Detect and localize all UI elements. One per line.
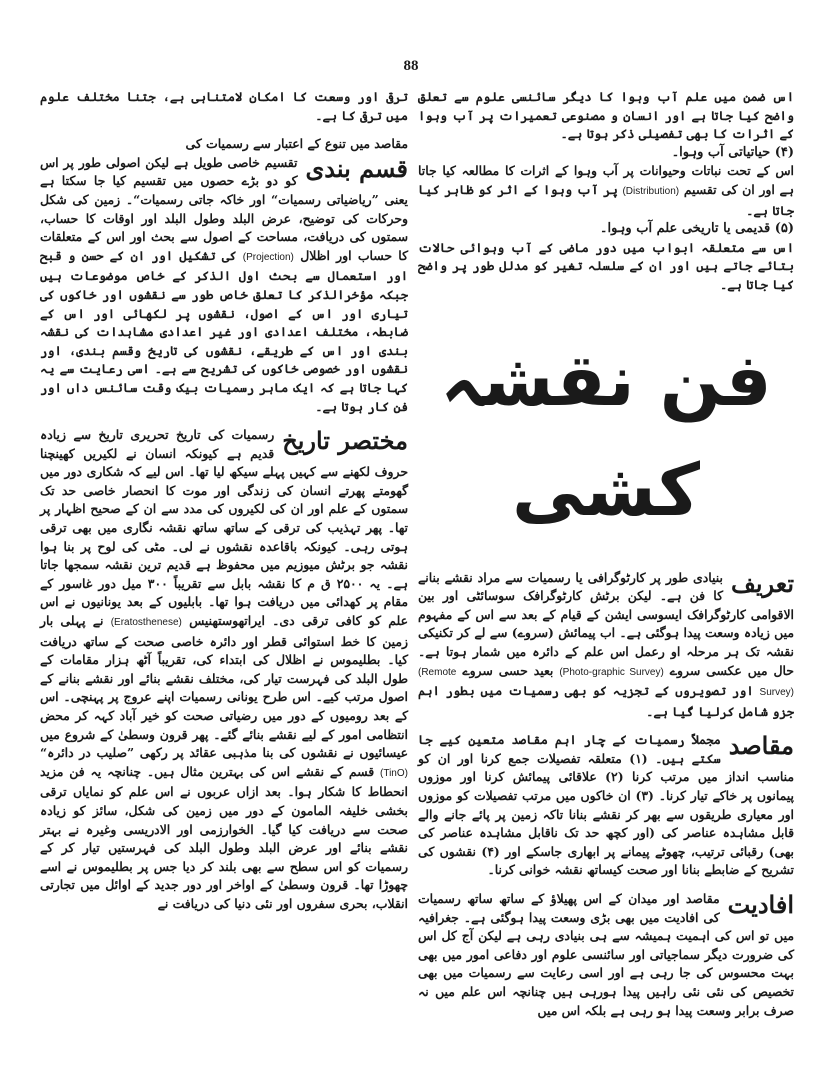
history-text-b: نے پہلی بار زمین کا خط استوائی قطر اور دائرہ خاصی صحت کے ساتھ دریافت کیا۔ بطلیموس نے اظلال کی ابتداء کی، تقریباً آٹھ ہزار مقامات کے طول البلد کی فہرست تیار کی، مختلف نقشے بنائے اور نقشے بنانے کے اصول مرتب کیے۔ اس طرح یونانی رسمیات اپنے عروج پر پہنچی۔ اس کے بعد رومیوں کے دور میں رضیاتی صحت کو خیر آباد کہہ کر محض انتظامی امور کے لیے نقشے بنائے گئے۔ پھر قرون وسطیٰ کے شروع میں عیسائیوں نے نقشوں کی بنا مذہبی عقائد پر رکھی ”صلیب در دائرہ“ [40,613,408,761]
history-latin-eratosthenes: (Eratosthenese) [110,617,182,629]
item4-title: (۴) حیاتیاتی آب وہوا۔ [671,144,794,160]
item4-latin-term: (Distribution) [622,185,680,197]
left-intro: ترقی اور وسعت کا امکان لامتناہی ہے، جتنا مختلف علوم میں ترقی کا ہے۔ [40,89,408,123]
left-column [40,88,408,914]
right-column [418,88,794,1020]
item4-text-a: اس کے تحت نباتات وحیوانات پر آب وہوا کے اثرات کا مطالعہ کیا جاتا ہے اور ان کی تقسیم [418,163,794,197]
definition-text-a: بنیادی طور پر کارٹوگرافی یا رسمیات سے مراد نقشے بنانے کا فن ہے۔ لیکن برٹش کارٹوگرافک سوسائٹی اور بین الاقوامی کارٹوگرافک ایسوسی ایشن کے قیام کے بعد سے اس کے مفہوم میں زیادہ وسعت پیدا ہوگئی ہے۔ اب پیمائش (سروے) سے لے کر تکنیکی نقشہ تک ہر مرحلہ او رعمل اس علم کے دائرہ میں شمار ہوتا ہے۔ حال میں عکسی سروے [418,569,794,678]
definition-section [418,569,794,722]
classification-lead: مقاصد میں تنوع کے اعتبار سے رسمیات کی [185,136,408,152]
item4-text [418,162,794,220]
definition-heading: تعریف [730,568,794,598]
history-text-c: قسم کے نقشے اس کی بہترین مثال ہیں۔ چنانچہ یہ فن مزید انحطاط کا شکار ہوا۔ بعد ازاں عربوں نے اس علم کو نمایاں ترقی بخشی خلیفہ المامون کے دور میں زمین کی شکل، سائز کو زیادہ صحت سے دریافت کیا گیا۔ الخوارزمی اور الادریسی وغیرہ نے بہتر نقشے بنائے اور عرض البلد وطول البلد کی فہرستیں تیار کر کے رسمیات کو اس سطح سے بھی بلند کر دیا جس پر بطلیموس نے اسے چھوڑا تھا۔ قرون وسطیٰ کے اواخر اور دور جدید کے اوائل میں تجارتی انقلاب، بحری سفروں اور نئی دنیا کی دریافت نے [40,763,408,911]
utility-text: مقاصد اور میدان کے اس پھیلاؤ کے ساتھ ساتھ رسمیات کی افادیت میں بھی بڑی وسعت پیدا ہوگئی ہے۔ جغرافیہ میں تو اس کی اہمیت ہمیشہ سے ہی بنیادی رہی ہے لیکن آج کل اس کی ضرورت دیگر سماجیاتی اور سائنسی علوم اور دفاعی امور میں بھی بہت محسوس کی جا رہی ہے اور اسی رعایت سے رسمیات میں بھی تخصیص کی نئی نئی راہیں پیدا ہورہی ہیں چنانچہ اس علم میں نہ صرف برابر وسعت پیدا ہو رہی ہے بلکہ اس میں [418,891,794,1018]
definition-text-b: بعید حسی سروے [462,662,554,678]
definition-latin-remote: (Remote Survey) [418,666,794,699]
classification-text-a: تقسیم خاصی طویل ہے لیکن اصولی طور پر اس کو دو بڑے حصوں میں تقسیم کیا جا سکتا ہے یعنی ”ریاضیاتی رسمیات“ اور خاکہ جاتی رسمیات“۔ زمین کی شکل وحرکات کی توضیح، عرض البلد وطول البلد اور اوقات کا حساب، سمتوں کی دریافت، مساحت کے اصول سے بحث اور اس کے متعلقات کا حساب اور اظلال [40,154,408,263]
objectives-text: مجملاً رسمیات کے چار اہم مقاصد متعین کیے جا سکتے ہیں۔ (۱) متعلقہ تفصیلات جمع کرنا اور ان کو مناسب انداز میں مرتب کرنا (۲) علاقائی پیمائش کرنا اور موزوں پیمانوں پر خاکے تیار کرنا۔ (۳) ان خاکوں میں مرتب تفصیلات کو موزوں اور معیاری طریقوں سے بھر کر نقشے بنانا تاکہ زمین پر پائے جانے والے قابل مشاہدہ عناصر کی (اور کچھ حد تک ناقابل مشاہدہ عناصر کی بھی) رقبائی ترتیب، چھوٹے پیمانے پر ابھاری جاسکے اور (۴) نقشوں کی تشریح کے ضابطے بنانا اور صحت کیساتھ نقشہ خوانی کرنا۔ [418,732,794,878]
history-section [40,426,408,913]
utility-section [418,890,794,1020]
history-text [40,426,408,913]
classification-heading: قسم بندی [305,153,408,183]
objectives-heading: مقاصد [728,731,794,761]
history-latin-tino: (TinO) [380,767,408,779]
objectives-section [418,731,794,880]
item4-text-b: پر آب وہوا کے اثر کو ظاہر کیا جاتا ہے۔ [418,181,794,218]
classification-text [40,154,408,416]
classification-text-b: کی تشکیل اور ان کے حسن و قبح اور استعمال سے بحث اول الذکر کے خاص موضوعات ہیں جبکہ مؤخرالذکر کا تعلق خاص طور سے نقشوں اور خاکوں کی تیاری اور اس کے اصول، نقشوں پر لکھائی اور اس کے ضابطہ، مختلف اعدادی اور غیر اعدادی مشاہدات کی نقشہ بندی اور اس کے طریقے، نقشوں کی تاریخ وقسم بندی، اور نقشوں اور خصوصی خاکوں کی تشریح سے ہے۔ اسی رعایت سے یہ کہا جاتا ہے کہ ایک ماہر رسمیات بیک وقت سائنس داں اور فن کار ہوتا ہے۔ [40,247,408,414]
utility-heading: افادیت [727,890,794,920]
definition-latin-photo: (Photo-graphic Survey) [559,666,664,678]
history-heading: مختصر تاریخ [282,426,408,456]
history-text-a: رسمیات کی تاریخ تحریری تاریخ سے زیادہ قدیم ہے کیونکہ انسان نے لکیریں کھینچنا حروف لکھنے سے کہیں پہلے سیکھ لیا تھا۔ اس لیے کہ شکاری دور میں گھومتے پھرتے انسان کی زندگی اور موت کا انحصار خاصی حد تک سمتوں کے علم اور ان کی لکیروں کی مدد سے ان کے صحیح اظہار پر تھا۔ پھر تہذیب کی ترقی کے ساتھ ساتھ نقشہ نگاری میں بھی ترقی ہوتی رہی۔ کیونکہ باقاعدہ نقشوں نے لی۔ مٹی کی لوح پر بنا ہوا نقشہ جو برٹش میوزیم میں محفوظ ہے قدیم ترین نقشہ سمجھا جاتا ہے۔ یہ ۲۵۰۰ ق م کا نقشہ بابل سے تقریباً ۳۰۰ میل دور غاسور کے مقام پر کھدائی میں دریافت ہوا تھا۔ بابلیوں کے بعد یونانیوں نے اس علم کو کافی ترقی دی۔ ایراتھوستھنیس [40,427,408,629]
item5-title: (۵) قدیمی یا تاریخی علم آب وہوا۔ [599,221,794,237]
climate-intro: اس ضمن میں علم آب وہوا کا دیگر سائنسی علوم سے تعلق واضح کیا جاتا ہے اور انسان و مصنوعی تعمیرات پر آب وہوا کے اثرات کا بھی تفصیلی ذکر ہوتا ہے۔ [418,89,794,142]
main-title: فن نقشہ کشی [440,337,772,532]
item5-text: اس سے متعلقہ ابواب میں دور ماضی کے آب وہوائی حالات بتائے جاتے ہیں اور ان کے سلسلہ تغیر کو مدلل طور پر واضح کیا جاتا ہے۔ [418,239,794,292]
classification-section [40,135,408,416]
page-number: 88 [403,58,419,74]
classification-latin-projection: (Projection) [242,251,294,263]
definition-text-c: اور تصویروں کے تجزیہ کو بھی رسمیات میں بطور اہم جزو شامل کرلیا گیا ہے۔ [418,683,794,719]
